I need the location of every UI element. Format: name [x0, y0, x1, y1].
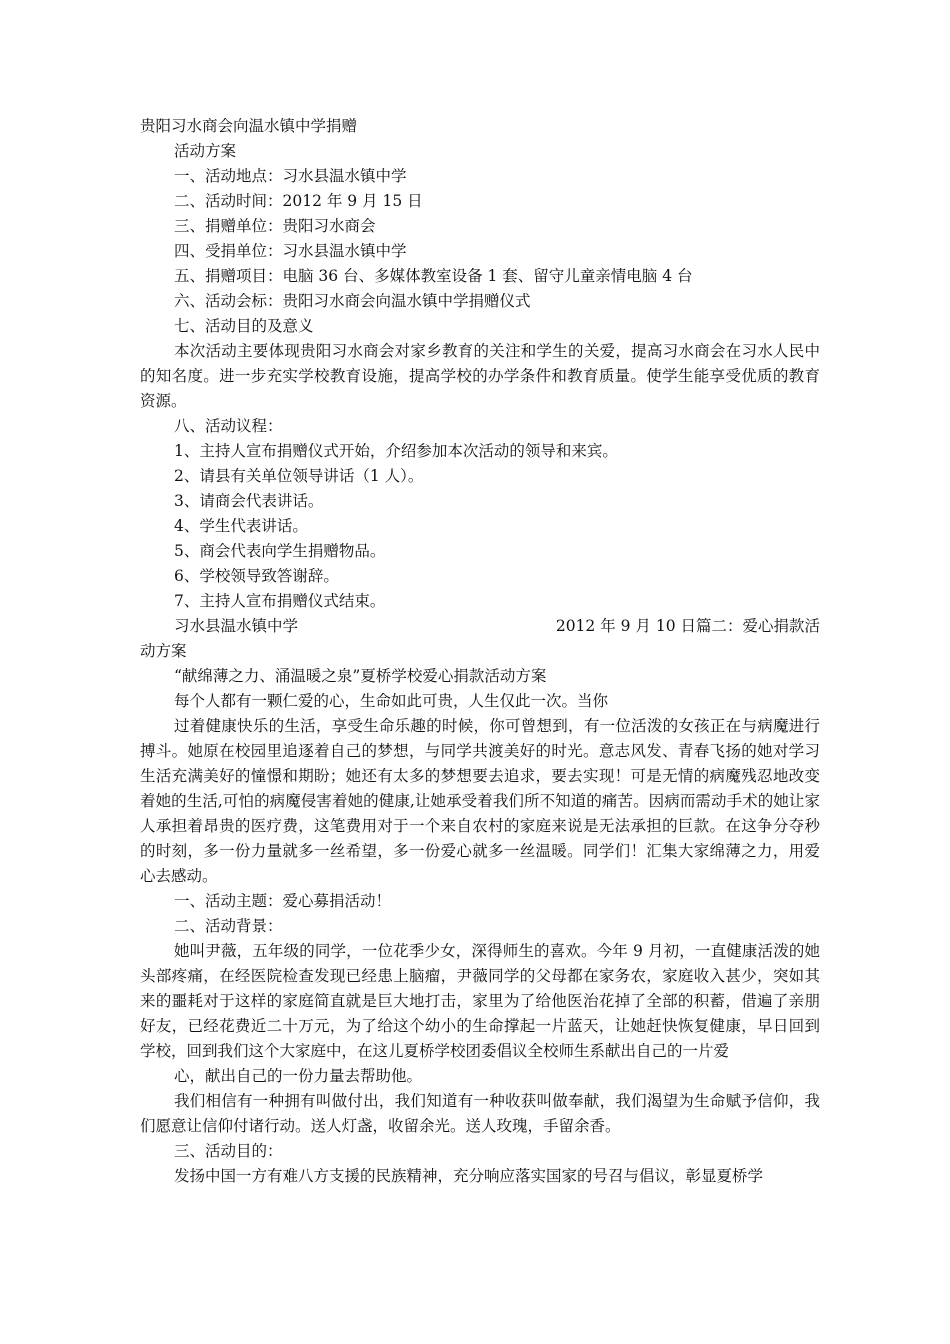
signature-org: 习水县温水镇中学 [174, 617, 299, 635]
agenda-item: 7、主持人宣布捐赠仪式结束。 [174, 592, 386, 610]
plan-item: 四、受捐单位：习水县温水镇中学 [174, 242, 407, 260]
story-paragraph: 过着健康快乐的生活，享受生命乐趣的时候，你可曾想到，有一位活泼的女孩正在与病魔进行搏斗。她原在校园里追逐着自己的梦想，与同学共渡美好的时光。意志风发、青春飞扬的她对学习生活充满美好的憧憬和期盼；她还有太多的梦想要去追求，要去实现！可是无情的病魔残忍地改变着她的生活,可怕的病魔侵害着她的健康,让她承受着我们所不知道的痛苦。因病而需动手术的她让家人承担着昂贵的医疗费，这笔费用对于一个来自农村的家庭来说是无法承担的巨款。在这争分夺秒的时刻，多一份力量就多一丝希望，多一份爱心就多一丝温暖。同学们！汇集大家绵薄之力，用爱心去感动。 [140, 717, 820, 885]
agenda-item: 2、请县有关单位领导讲话（1 人）。 [174, 467, 424, 485]
signature-date: 2012 年 9 月 10 日篇二：爱心捐款活 [555, 617, 820, 635]
goal-line: 发扬中国一方有难八方支援的民族精神，充分响应落实国家的号召与倡议，彰显夏桥学 [174, 1167, 764, 1185]
signature-line [140, 614, 820, 639]
intro-line: 每个人都有一颗仁爱的心，生命如此可贵，人生仅此一次。当你 [174, 692, 609, 710]
plan2-title: “献绵薄之力、涌温暖之泉”夏桥学校爱心捐款活动方案 [174, 667, 547, 685]
agenda-item: 5、商会代表向学生捐赠物品。 [174, 542, 386, 560]
document-subtitle: 活动方案 [174, 142, 237, 160]
document-body [140, 114, 820, 1189]
purpose-paragraph: 本次活动主要体现贵阳习水商会对家乡教育的关注和学生的关爱，提高习水商会在习水人民中的知名度。进一步充实学校教育设施，提高学校的办学条件和教育质量。使学生能享受优质的教育资源。 [140, 342, 820, 410]
plan-item: 五、捐赠项目：电脑 36 台、多媒体教室设备 1 套、留守儿童亲情电脑 4 台 [174, 267, 693, 285]
goal-heading: 三、活动目的： [174, 1142, 283, 1160]
background-paragraph: 她叫尹薇，五年级的同学，一位花季少女，深得师生的喜欢。今年 9 月初，一直健康活泼的她头部疼痛，在经医院检查发现已经患上脑瘤，尹薇同学的父母都在家务农，家庭收入甚少，突如其来的噩耗对于这样的家庭简直就是巨大地打击，家里为了给他医治花掉了全部的积蓄，借遍了亲朋好友，已经花费近二十万元，为了给这个幼小的生命撑起一片蓝天，让她赶快恢复健康，早日回到学校，回到我们这个大家庭中，在这儿夏桥学校团委倡议全校师生系献出自己的一片爱 [140, 942, 820, 1060]
heart-line: 心，献出自己的一份力量去帮助他。 [174, 1067, 423, 1085]
document-title: 贵阳习水商会向温水镇中学捐赠 [140, 117, 358, 135]
plan-item: 三、捐赠单位：贵阳习水商会 [174, 217, 376, 235]
continuation-text: 动方案 [140, 642, 187, 660]
plan-item: 一、活动地点：习水县温水镇中学 [174, 167, 407, 185]
agenda-item: 4、学生代表讲话。 [174, 517, 308, 535]
agenda-item: 1、主持人宣布捐赠仪式开始，介绍参加本次活动的领导和来宾。 [174, 442, 618, 460]
plan-item: 六、活动会标：贵阳习水商会向温水镇中学捐赠仪式 [174, 292, 531, 310]
belief-paragraph: 我们相信有一种拥有叫做付出，我们知道有一种收获叫做奉献，我们渴望为生命赋予信仰，我们愿意让信仰付诸行动。送人灯盏，收留余光。送人玫瑰，手留余香。 [140, 1092, 820, 1135]
agenda-item: 6、学校领导致答谢辞。 [174, 567, 339, 585]
plan-item: 七、活动目的及意义 [174, 317, 314, 335]
background-heading: 二、活动背景： [174, 917, 283, 935]
agenda-item: 3、请商会代表讲话。 [174, 492, 324, 510]
agenda-heading: 八、活动议程： [174, 417, 283, 435]
theme-line: 一、活动主题：爱心募捐活动！ [174, 892, 392, 910]
plan-item: 二、活动时间：2012 年 9 月 15 日 [174, 192, 423, 210]
